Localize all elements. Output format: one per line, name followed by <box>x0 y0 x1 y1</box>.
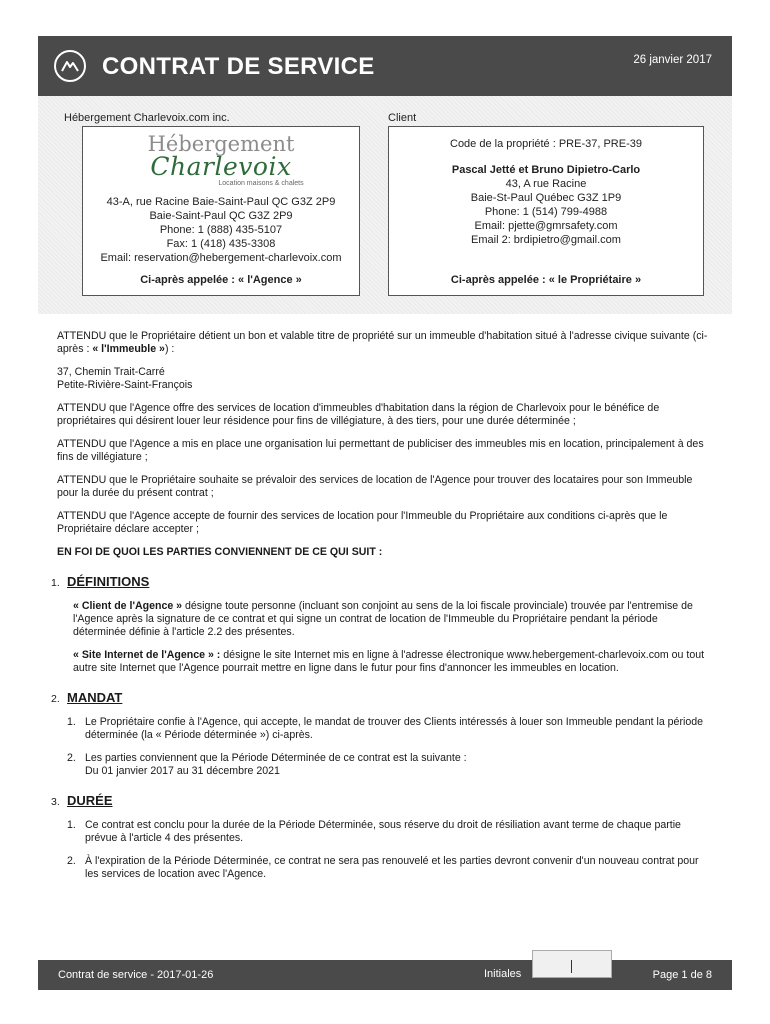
agency-address-line: 43-A, rue Racine Baie-Saint-Paul QC G3Z 2P9 <box>106 196 336 208</box>
list-item <box>67 716 713 742</box>
agency-label: Hébergement Charlevoix.com inc. <box>64 112 230 124</box>
document-title: CONTRAT DE SERVICE <box>102 53 375 80</box>
item-text: Le Propriétaire confie à l'Agence, qui accepte, le mandat de trouver des Clients intéressés à louer son Immeuble pendant la période déterminée (la « Période déterminée ») ci-après. <box>85 716 704 741</box>
client-address-line: 43, A rue Racine <box>505 178 587 190</box>
agency-logo-tagline: Location maisons & chalets <box>218 180 304 187</box>
definition-text: désigne le site Internet mis en ligne à l'adresse électronique www.hebergement-charlevoix.com ou tout autre site Internet que l'Agence pourrait mettre en ligne dans le futur pour fins d'annoncer les immeubles en location. <box>73 649 705 674</box>
client-label: Client <box>388 112 417 124</box>
section-number: 3. <box>51 796 60 808</box>
initials-label: Initiales <box>484 968 522 980</box>
item-text: Ce contrat est conclu pour la durée de la Période Déterminée, sous réserve du droit de résiliation avant terme de chaque partie prévue à l'article 4 des présentes. <box>85 819 681 844</box>
initials-input[interactable] <box>532 950 612 978</box>
item-text <box>85 752 467 778</box>
agency-email: Email: reservation@hebergement-charlevoix.com <box>100 252 342 264</box>
agency-address <box>83 195 359 265</box>
footer-document-id: Contrat de service - 2017-01-26 <box>58 969 214 981</box>
property-address-line: Petite-Rivière-Saint-François <box>57 379 193 391</box>
contract-body <box>51 330 713 891</box>
section-title: MANDAT <box>67 690 123 705</box>
definition-term: « Client de l'Agence » <box>73 600 183 612</box>
client-names: Pascal Jetté et Bruno Dipietro-Carlo <box>451 164 641 176</box>
page-number: Page 1 de 8 <box>652 969 712 981</box>
section-number: 2. <box>51 693 60 705</box>
paragraph: ATTENDU que l'Agence offre des services de location d'immeubles d'habitation dans la région de Charlevoix pour le bénéfice de propriétaires qui désirent louer leur résidence pour fins de villégiature, à des tiers, pour une durée déterminée ; <box>57 402 660 427</box>
item-number: 1. <box>67 716 76 728</box>
definition-term: « Site Internet de l'Agence » : <box>73 649 221 661</box>
client-phone: Phone: 1 (514) 799-4988 <box>484 206 608 218</box>
section-number: 1. <box>51 577 60 589</box>
client-address <box>389 163 703 247</box>
list-item <box>67 855 713 881</box>
item-text-line: Les parties conviennent que la Période Déterminée de ce contrat est la suivante : <box>85 752 467 764</box>
parties-panel <box>38 96 732 314</box>
paragraph: ATTENDU que le Propriétaire souhaite se prévaloir des services de location de l'Agence pour trouver des locataires pour son Immeuble pour la durée du présent contrat ; <box>57 474 693 499</box>
agency-fax: Fax: 1 (418) 435-3308 <box>166 238 276 250</box>
definition-text: désigne toute personne (incluant son conjoint au sens de la loi fiscale provinciale) trouvée par l'entremise de l'Agence après la signature de ce contrat et qui signe un contrat de location de l'Immeuble du Propriétaire pendant la période déterminée définie à l'article 2.2 des présentes. <box>73 600 693 638</box>
definition <box>73 649 713 675</box>
property-code: Code de la propriété : PRE-37, PRE-39 <box>450 138 642 150</box>
agency-logo-line1: Hébergement <box>147 132 295 156</box>
agreement-statement: EN FOI DE QUOI LES PARTIES CONVIENNENT DE CE QUI SUIT : <box>57 546 383 558</box>
list-item <box>67 819 713 845</box>
agency-logo <box>83 133 359 188</box>
section-items <box>57 716 713 778</box>
item-number: 1. <box>67 819 76 831</box>
mountain-icon <box>54 50 86 82</box>
section-items <box>57 819 713 881</box>
property-address <box>57 366 713 392</box>
item-number: 2. <box>67 855 76 867</box>
definition <box>73 600 713 639</box>
list-item <box>67 752 713 778</box>
document-footer <box>38 960 732 990</box>
paragraph-text: ATTENDU que le Propriétaire détient un bon et valable titre de propriété sur un immeuble d'habitation situé à l'adresse civique suivante (ci-après : <box>57 330 708 355</box>
definitions <box>57 600 713 675</box>
agency-logo-line2: Charlevoix <box>150 152 292 181</box>
agency-address-line: Baie-Saint-Paul QC G3Z 2P9 <box>149 210 293 222</box>
document-header <box>38 36 732 96</box>
term-immeuble: « l'Immeuble » <box>92 343 165 355</box>
item-number: 2. <box>67 752 76 764</box>
section-title: DÉFINITIONS <box>67 574 150 589</box>
client-box <box>388 126 704 296</box>
client-email: Email: pjette@gmrsafety.com <box>474 220 618 232</box>
section-heading <box>51 794 713 809</box>
client-email-2: Email 2: brdipietro@gmail.com <box>471 234 621 246</box>
section-heading <box>51 691 713 706</box>
agency-designation: Ci-après appelée : « l'Agence » <box>140 274 302 286</box>
paragraph-text: ) : <box>164 343 175 355</box>
client-address-line: Baie-St-Paul Québec G3Z 1P9 <box>470 192 622 204</box>
section-title: DURÉE <box>67 793 113 808</box>
section-heading <box>51 575 713 590</box>
text-cursor <box>571 960 572 973</box>
paragraph: ATTENDU que l'Agence a mis en place une organisation lui permettant de publiciser des immeubles mis en location, principalement à des fins de villégiature ; <box>57 438 704 463</box>
agency-box <box>82 126 360 296</box>
paragraph: ATTENDU que l'Agence accepte de fournir des services de location pour l'Immeuble du Propriétaire aux conditions ci-après que le Propriétaire déclare accepter ; <box>57 510 668 535</box>
agency-phone: Phone: 1 (888) 435-5107 <box>159 224 283 236</box>
client-designation: Ci-après appelée : « le Propriétaire » <box>450 274 642 286</box>
item-text: À l'expiration de la Période Déterminée, ce contrat ne sera pas renouvelé et les parties devront convenir d'un nouveau contrat pour les services de location avec l'Agence. <box>85 855 699 880</box>
paragraph <box>57 330 713 356</box>
period-dates: Du 01 janvier 2017 au 31 décembre 2021 <box>85 765 280 777</box>
document-date: 26 janvier 2017 <box>633 54 712 66</box>
property-address-line: 37, Chemin Trait-Carré <box>57 366 165 378</box>
